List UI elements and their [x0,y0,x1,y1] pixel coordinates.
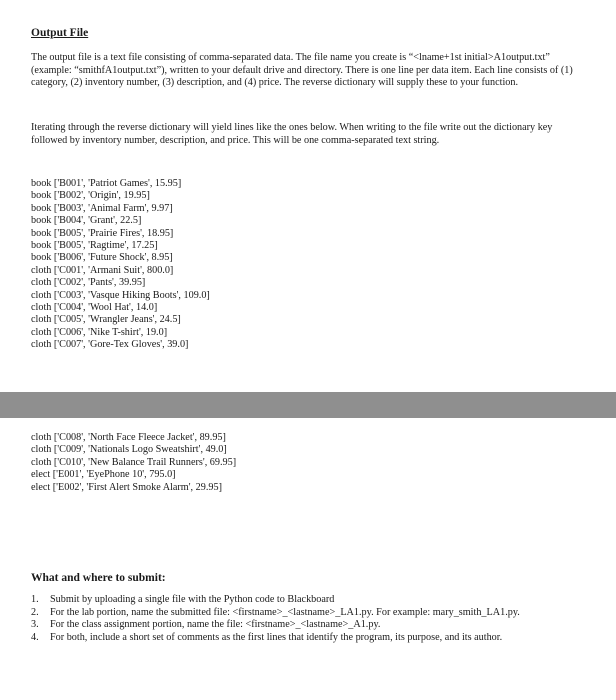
sample-line: cloth ['C002', 'Pants', 39.95] [31,277,146,289]
sample-line: cloth ['C005', 'Wrangler Jeans', 24.5] [31,314,181,326]
sample-line: book ['B002', 'Origin', 19.95] [31,190,150,202]
sample-line: cloth ['C009', 'Nationals Logo Sweatshirt', 49.0] [31,444,227,456]
output-file-paragraph: The output file is a text file consisting of comma-separated data. The file name you create is “<lname+1st initial>A1output.txt” (example: “smithfA1output.txt”), written to your default drive and directory. There is one line per data item. Each line consists of (1) category, (2) inventory number, (3) description, and (4) price. The reverse dictionary will supply these to your function. [31,52,573,89]
submit-instructions-list [31,594,576,644]
sample-line: cloth ['C010', 'New Balance Trail Runners', 69.95] [31,456,237,468]
sample-line: book ['B006', 'Future Shock', 8.95] [31,252,173,264]
sample-line: cloth ['C003', 'Vasque Hiking Boots', 109.0] [31,289,210,301]
list-item [31,594,576,607]
sample-output-list-2 [31,432,576,494]
list-item-text: For the lab portion, name the submitted file: <firstname>_<lastname>_LA1.py. For example: mary_smith_LA1.py. [50,606,520,618]
sample-line: cloth ['C008', 'North Face Fleece Jacket', 89.95] [31,432,226,443]
sample-line: cloth ['C006', 'Nike T-shirt', 19.0] [31,326,168,338]
list-number: 1. [31,594,39,605]
sample-line: book ['B005', 'Ragtime', 17.25] [31,240,158,252]
sample-line: cloth ['C007', 'Gore-Tex Gloves', 39.0] [31,339,189,351]
sample-line: book ['B003', 'Animal Farm', 9.97] [31,202,173,214]
list-item [31,607,576,620]
sample-line: elect ['E001', 'EyePhone 10', 795.0] [31,469,176,481]
list-number: 2. [31,606,39,618]
list-number: 3. [31,619,39,631]
submit-heading: What and where to submit: [31,572,166,584]
list-item-text: Submit by uploading a single file with the Python code to Blackboard [50,594,335,605]
sample-line: book ['B001', 'Patriot Games', 15.95] [31,178,182,189]
sample-line: book ['B004', 'Grant', 22.5] [31,215,142,227]
sample-line: book ['B005', 'Prairie Fires', 18.95] [31,227,174,239]
list-item-text: For both, include a short set of comments as the first lines that identify the program, its purpose, and its author. [50,631,503,643]
sample-line: elect ['E002', 'First Alert Smoke Alarm', 29.95] [31,481,222,493]
sample-output-list-1 [31,178,576,352]
list-item-text: For the class assignment portion, name the file: <firstname>_<lastname>_A1.py. [50,619,381,631]
list-number: 4. [31,631,39,643]
sample-line: cloth ['C001', 'Armani Suit', 800.0] [31,264,174,276]
iteration-paragraph: Iterating through the reverse dictionary will yield lines like the ones below. When writing to the file write out the dictionary key followed by inventory number, description, and price. This will be one comma-separated text string. [31,122,553,146]
page-divider [0,392,616,418]
document-page-2 [0,418,616,700]
output-file-heading: Output File [31,27,89,39]
list-item [31,619,576,632]
list-item [31,632,576,645]
sample-line: cloth ['C004', 'Wool Hat', 14.0] [31,302,158,314]
